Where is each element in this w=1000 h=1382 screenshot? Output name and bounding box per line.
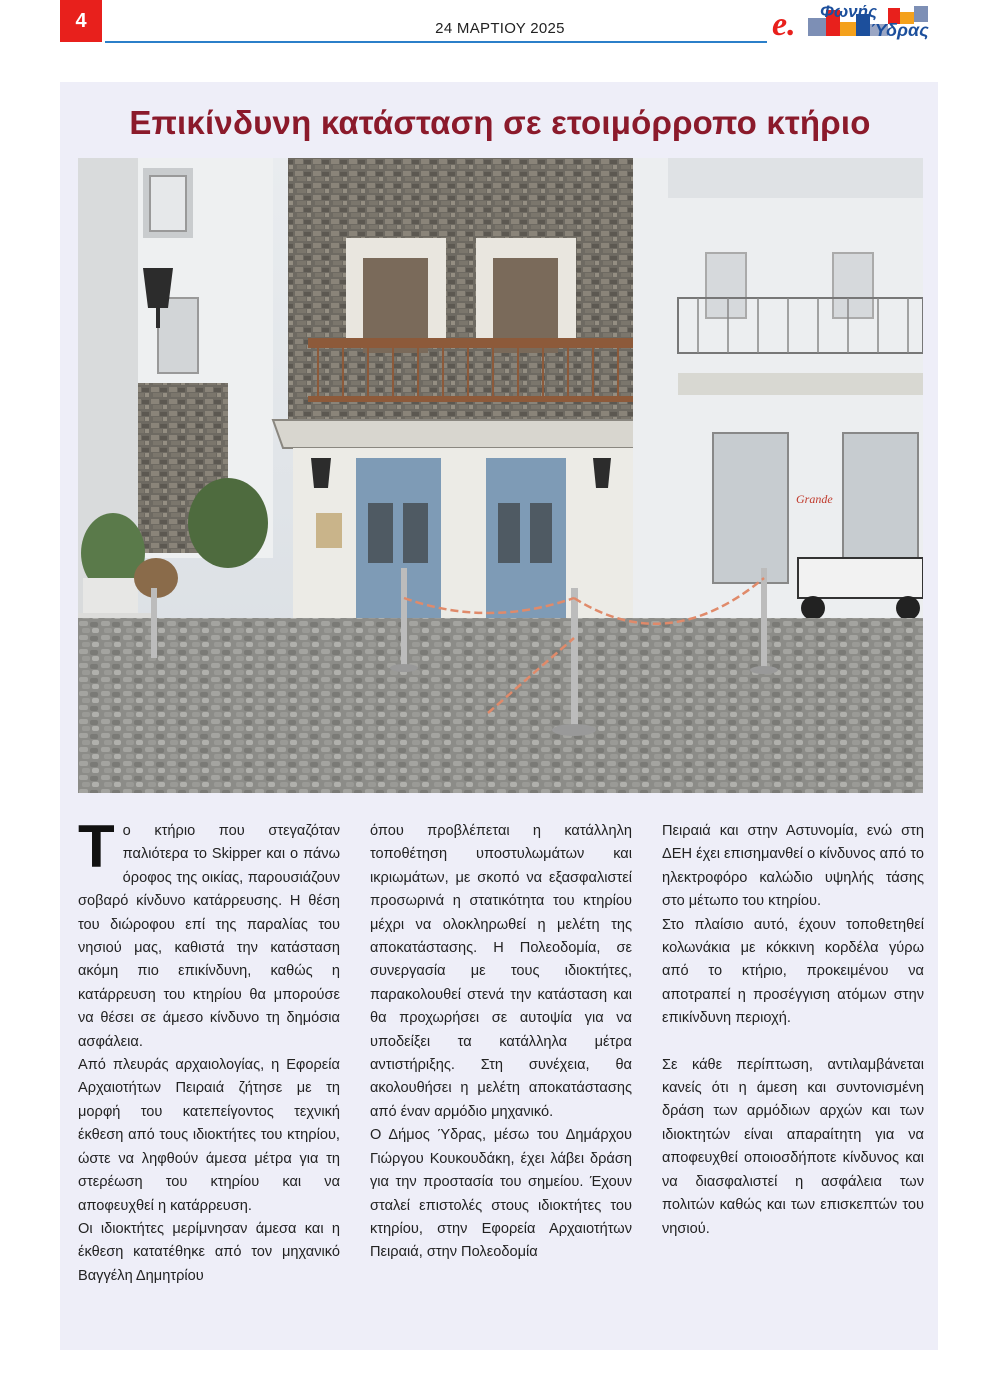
article-paragraph: Σε κάθε περίπτωση, αντιλαμβάνεται κανείς ότι η άμεση και συντονισμένη δράση των αρμόδιων αρχών και των ιδιοκτητών είναι απαραίτητη για να αποφευχθεί οποιοσδήποτε κίνδυνος και να διασφαλιστεί η ασφάλεια των πολιτών καθώς και των επισκεπτών του νησιού. <box>662 1056 924 1237</box>
paragraph-text: ο κτήριο που στεγαζόταν παλιότερα το Skipper και ο πάνω όροφος της οικίας, παρουσιάζουν σοβαρό κίνδυνο κατάρρευσης. Η θέση του διώροφου επί της παραλίας του νησιού μας, καθιστά την κατάσταση ακόμη πιο επικίνδυνη, καθώς η κατάρρευση του κτηρίου θα μπορούσε να θέσει σε άμεσο κίνδυνο τη δημόσια ασφάλεια. <box>78 823 340 1050</box>
article-column-1 <box>78 813 340 1288</box>
article-paragraph: όπου προβλέπεται η κατάλληλη τοποθέτηση υποστυλωμάτων και ικριωμάτων, με σκοπό να εξασφαλιστεί προσωρινά η στατικότητα του κτηρίου μέχρι να ολοκληρωθεί η μελέτη της αποκατάστασης. Η Πολεοδομία, σε συνεργασία με τους ιδιοκτήτες, παρακολουθεί στενά την κατάσταση και θα προχωρήσει σε αυτοψία για να υποδείξει τα κατάλληλα μέτρα αντιστήριξης. Στη συνέχεια, θα ακολουθήσει η μελέτη αποκατάστασης από έναν αρμόδιο μηχανικό. <box>370 823 632 1120</box>
logo-text-top: Φωνής <box>820 2 878 21</box>
article-column-2 <box>370 820 632 1265</box>
header-rule <box>105 41 767 43</box>
logo-text-bottom: Ύδρας <box>870 20 929 40</box>
article-paragraph: Οι ιδιοκτήτες μερίμνησαν άμεσα και η έκθεση κατατέθηκε από τον μηχανικό Βαγγέλη Δημητρίου <box>78 1220 340 1284</box>
drop-cap: Τ <box>78 813 115 880</box>
article-column-3 <box>662 820 924 1241</box>
issue-date: 24 ΜΑΡΤΙΟΥ 2025 <box>435 20 565 37</box>
article-title: Επικίνδυνη κατάσταση σε ετοιμόρροπο κτήριο <box>129 104 871 141</box>
article-paragraph: Από πλευράς αρχαιολογίας, η Εφορεία Αρχαιοτήτων Πειραιά ζήτησε με τη μορφή του κατεπείγοντος τεχνική έκθεση από τους ιδιοκτήτες του κτηρίου, ώστε να ληφθούν άμεσα μέτρα για τη στερέωση του κτηρίου και να αποφευχθεί η κατάρρευση. <box>78 1057 340 1214</box>
article-paragraph: Στο πλαίσιο αυτό, έχουν τοποθετηθεί κολωνάκια με κόκκινη κορδέλα γύρω από το κτήριο, προκειμένου να αποτραπεί η προσέγγιση ατόμων στην επικίνδυνη περιοχή. <box>662 916 924 1027</box>
page-number: 4 <box>60 0 102 42</box>
article-paragraph: Ο Δήμος Ύδρας, μέσω του Δημάρχου Γιώργου Κουκουδάκη, έχει λάβει δράση για την προστασία του σημείου. Έχουν σταλεί επιστολές στους ιδιοκτήτες του κτηρίου, στην Εφορεία Αρχαιοτήτων Πειραιά, στην Πολεοδομία <box>370 1127 632 1261</box>
article-photo <box>78 158 923 793</box>
logo-e: e. <box>772 6 796 43</box>
paragraph-gap <box>662 1031 924 1054</box>
shop-sign-text: Grande <box>796 492 833 506</box>
article-paragraph <box>78 813 340 1054</box>
publication-logo <box>770 2 940 44</box>
article-paragraph: Πειραιά και στην Αστυνομία, ενώ στη ΔΕΗ έχει επισημανθεί ο κίνδυνος από το ηλεκτροφόρο καλώδιο υψηλής τάσης στο μέτωπο του κτηρίου. <box>662 823 925 910</box>
